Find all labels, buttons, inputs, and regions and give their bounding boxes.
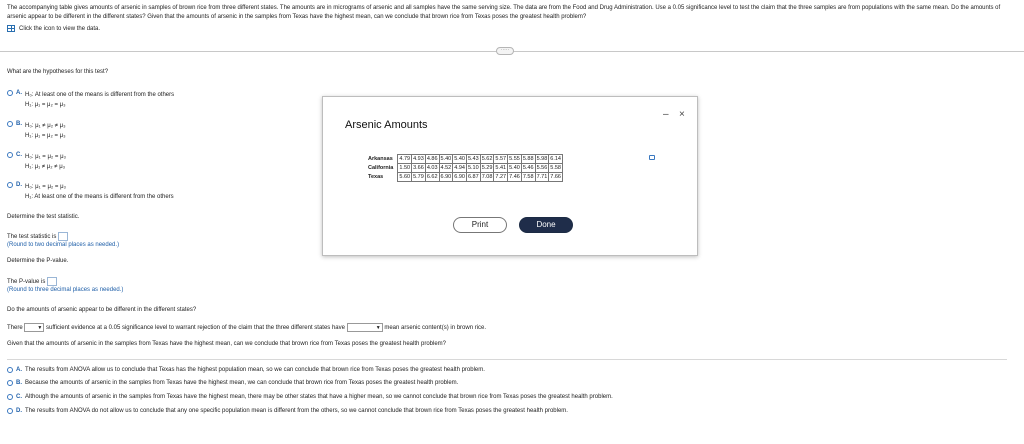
- close-icon[interactable]: ×: [679, 109, 685, 120]
- table-cell: 5.41: [495, 165, 507, 171]
- table-cell: 5.98: [536, 156, 548, 162]
- state-label: Texas: [368, 174, 384, 180]
- table-cell: 6.62: [426, 174, 438, 180]
- table-cell: 5.55: [509, 156, 520, 162]
- difference-prompt: Do the amounts of arsenic appear to be different in the different states?: [7, 307, 197, 313]
- conclusion-option-d[interactable]: D. The results from ANOVA do not allow us to conclude that any one specific population mean is different from the others, so we cannot conclude that brown rice from Texas poses the greatest health problem.: [7, 408, 568, 414]
- conclusion-option-c[interactable]: C. Although the amounts of arsenic in the samples from Texas have the highest mean, there may be other states that have a higher mean, so we cannot conclude that brown rice from Texas poses the greatest health problem.: [7, 394, 613, 400]
- table-cell: 4.94: [454, 165, 465, 171]
- table-cell: 6.14: [550, 156, 561, 162]
- minimize-icon[interactable]: –: [663, 109, 669, 120]
- conclusion-radio-b[interactable]: [7, 380, 13, 386]
- data-link[interactable]: [7, 25, 100, 32]
- table-cell: 5.62: [481, 156, 493, 162]
- conclusion-option-a[interactable]: A. The results from ANOVA allow us to conclude that Texas has the highest population mean, so we can conclude that brown rice from Texas poses the greatest health problem.: [7, 367, 485, 373]
- table-cell: 4.03: [426, 165, 438, 171]
- conclusion-radio-a[interactable]: [7, 367, 13, 373]
- table-cell: 5.56: [536, 165, 548, 171]
- popup-title: Arsenic Amounts: [345, 119, 428, 131]
- table-cell: 3.66: [413, 165, 424, 171]
- table-cell: 6.90: [454, 174, 465, 180]
- table-cell: 4.52: [440, 165, 452, 171]
- radio-c[interactable]: [7, 152, 13, 158]
- conclusion-option-b[interactable]: B. Because the amounts of arsenic in the samples from Texas have the highest mean, we can conclude that brown rice from Texas poses the greatest health problem.: [7, 380, 458, 386]
- table-cell: 5.79: [413, 174, 424, 180]
- table-row: [367, 173, 563, 182]
- table-cell: 7.71: [536, 174, 548, 180]
- table-cell: 5.40: [440, 156, 452, 162]
- evidence-dropdown[interactable]: ▼: [24, 323, 44, 332]
- table-cell: 5.88: [522, 156, 534, 162]
- table-cell: 5.58: [550, 165, 561, 171]
- conclusion-radio-c[interactable]: [7, 394, 13, 400]
- p-value-line: The P-value is: [7, 277, 57, 286]
- radio-b[interactable]: [7, 121, 13, 127]
- table-row: [367, 164, 563, 173]
- test-statistic-line: The test statistic is: [7, 232, 68, 241]
- data-link-label[interactable]: Click the icon to view the data.: [19, 25, 101, 32]
- problem-intro: The accompanying table gives amounts of arsenic in samples of brown rice from three different states. The amounts are in micrograms of arsenic and all samples have the same serving size. The data are from the Food and Drug Administration. Use a 0.05 significance level to test the claim that the three samples are from populations with the same mean. Do the amounts of arsenic appear to be different in the different states? Given that the amounts of arsenic in the samples from Texas have the highest mean, can we conclude that brown rice from Texas poses the greatest health problem?: [7, 5, 1001, 20]
- arsenic-data-popup: [322, 96, 698, 256]
- table-cell: 5.43: [467, 156, 479, 162]
- table-cell: 5.29: [481, 165, 493, 171]
- table-cell: 7.46: [509, 174, 520, 180]
- radio-a[interactable]: [7, 90, 13, 96]
- table-cell: 7.66: [550, 174, 561, 180]
- state-label: California: [368, 165, 394, 171]
- table-cell: 6.90: [440, 174, 452, 180]
- p-value-note: (Round to three decimal places as needed.): [7, 287, 124, 293]
- table-cell: 4.79: [399, 156, 411, 162]
- p-value-prompt: Determine the P-value.: [7, 258, 69, 264]
- arsenic-table: [367, 154, 563, 182]
- test-statistic-note: (Round to two decimal places as needed.): [7, 242, 120, 248]
- table-cell: 5.10: [467, 165, 479, 171]
- difference-sentence: There ▼ sufficient evidence at a 0.05 significance level to warrant rejection of the claim that the three different states have ▼ mean arsenic content(s) in brown rice.: [7, 325, 487, 332]
- state-label: Arkansas: [368, 156, 393, 162]
- hypothesis-option-d[interactable]: D. H₀: μ₁ = μ₂ = μ₃ H₁: At least one of the means is different from the others: [7, 182, 174, 202]
- test-statistic-input[interactable]: [58, 232, 68, 241]
- table-cell: 5.40: [509, 165, 520, 171]
- table-cell: 4.86: [426, 156, 438, 162]
- print-button[interactable]: Print: [453, 217, 507, 233]
- resize-grip[interactable]: ·····: [496, 47, 514, 55]
- table-cell: 6.87: [467, 174, 479, 180]
- p-value-input[interactable]: [47, 277, 57, 286]
- conclusion-radio-d[interactable]: [7, 408, 13, 414]
- table-cell: 4.93: [413, 156, 424, 162]
- test-statistic-prompt: Determine the test statistic.: [7, 214, 80, 220]
- table-cell: 5.57: [495, 156, 507, 162]
- hypothesis-option-b[interactable]: B. H₀: μ₁ ≠ μ₂ ≠ μ₃ H₁: μ₁ = μ₂ = μ₃: [7, 121, 66, 141]
- hypothesis-option-c[interactable]: C. H₀: μ₁ = μ₂ = μ₃ H₁: μ₁ ≠ μ₂ ≠ μ₃: [7, 152, 66, 172]
- radio-d[interactable]: [7, 182, 13, 188]
- hypotheses-prompt: What are the hypotheses for this test?: [7, 69, 109, 75]
- table-row: [367, 155, 563, 164]
- options-divider: [7, 359, 1007, 360]
- table-icon[interactable]: [7, 25, 15, 32]
- table-cell: 7.27: [495, 174, 507, 180]
- table-cell: 7.08: [481, 174, 493, 180]
- health-problem-prompt: Given that the amounts of arsenic in the samples from Texas have the highest mean, can we conclude that brown rice from Texas poses the greatest health problem?: [7, 341, 447, 347]
- means-dropdown[interactable]: ▼: [347, 323, 383, 332]
- copy-icon[interactable]: [649, 155, 655, 160]
- table-cell: 5.46: [522, 165, 534, 171]
- done-button[interactable]: Done: [519, 217, 573, 233]
- table-cell: 5.40: [454, 156, 465, 162]
- table-cell: 7.58: [522, 174, 534, 180]
- table-cell: 5.60: [399, 174, 411, 180]
- table-cell: 1.50: [399, 165, 411, 171]
- hypothesis-option-a[interactable]: A. H₀: At least one of the means is different from the others H₁: μ₁ = μ₂ = μ₃: [7, 90, 174, 110]
